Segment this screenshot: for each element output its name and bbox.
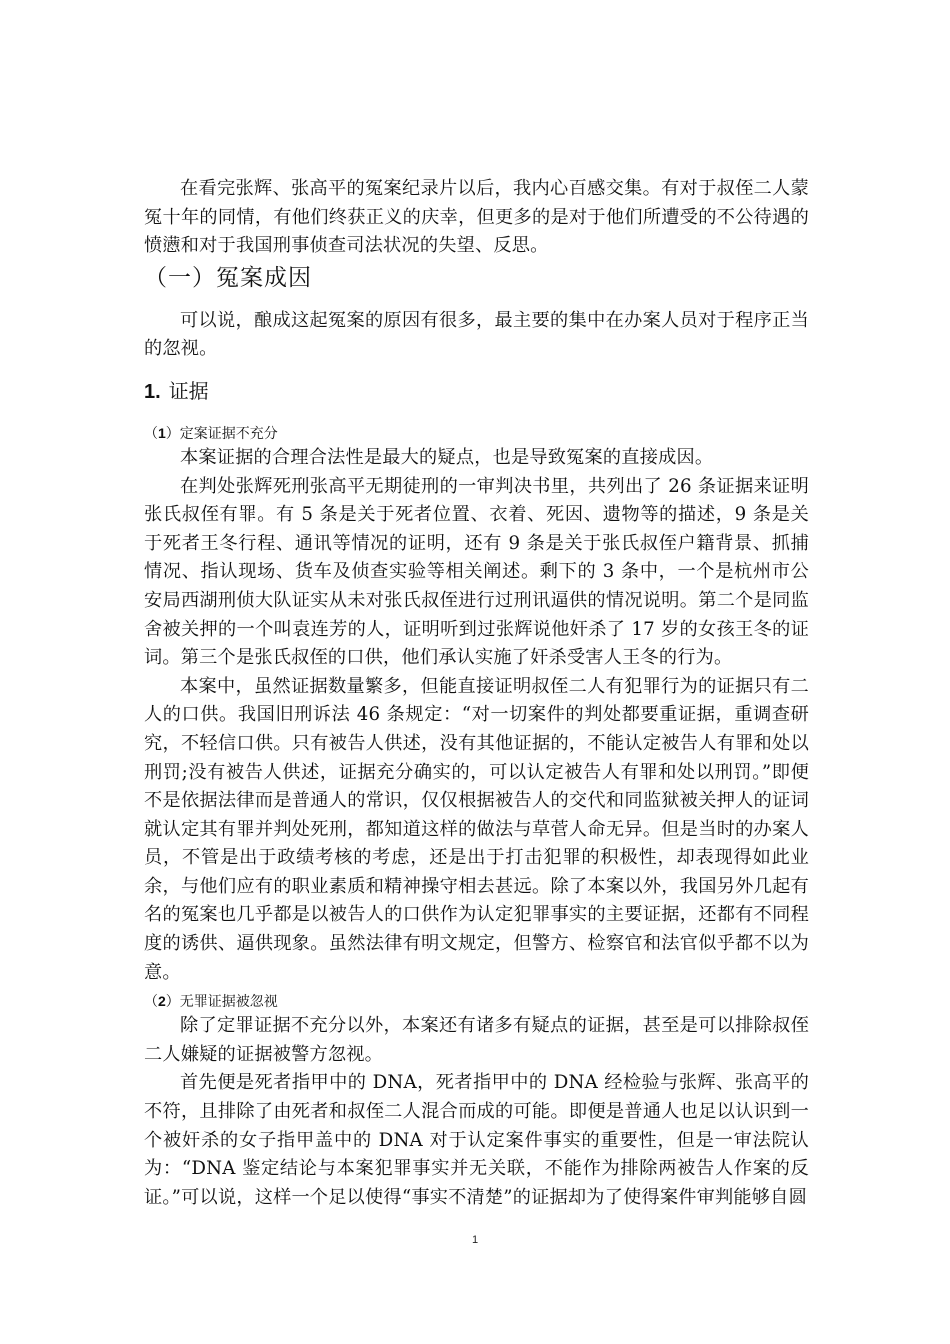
item-number: 2 xyxy=(158,993,166,1010)
body-paragraph: 在判处张辉死刑张高平无期徒刑的一审判决书里，共列出了 26 条证据来证明张氏叔侄有罪。有 5 条是关于死者位置、衣着、死因、遗物等的描述，9 条是关于死者王冬行程、通讯等情况的证明，还有 9 条是关于张氏叔侄户籍背景、抓捕情况、指认现场、货车及侦查实验等相关阐述。剩下的 3 条中，一个是杭州市公安局西湖刑侦大队证实从未对张氏叔侄进行过刑讯逼供的情况说明。第二个是同监舍被关押的一个叫袁连芳的人，证明听到过张辉说他奸杀了 17 岁的女孩王冬的证词。第三个是张氏叔侄的口供，他们承认实施了奸杀受害人王冬的行为。 xyxy=(144,475,809,669)
item-title: 无罪证据被忽视 xyxy=(179,994,278,1011)
item-title: 定案证据不充分 xyxy=(179,425,278,442)
item-open-paren: （ xyxy=(144,425,158,442)
body-paragraph: 除了定罪证据不充分以外，本案还有诸多有疑点的证据，甚至是可以排除叔侄二人嫌疑的证据被警方忽视。 xyxy=(144,1015,809,1065)
subsection-number: 1. xyxy=(144,380,161,403)
subsection-title: 证据 xyxy=(168,378,209,403)
section-heading-causes: （一）冤案成因 xyxy=(144,264,312,291)
subsection-heading-evidence xyxy=(144,378,809,405)
body-paragraph: 本案中，虽然证据数量繁多，但能直接证明叔侄二人有犯罪行为的证据只有二人的口供。我国旧刑诉法 46 条规定：“对一切案件的判处都要重证据，重调查研究，不轻信口供。只有被告人供述，没有其他证据的，不能认定被告人有罪和处以刑罚;没有被告人供述，证据充分确实的，可以认定被告人有罪和处以刑罚。”即便不是依据法律而是普通人的常识，仅仅根据被告人的交代和同监狱被关押人的证词就认定其有罪并判处死刑，都知道这样的做法与草菅人命无异。但是当时的办案人员，不管是出于政绩考核的考虑，还是出于打击犯罪的积极性，却表现得如此业余，与他们应有的职业素质和精神操守相去甚远。除了本案以外，我国另外几起有名的冤案也几乎都是以被告人的口供作为认定犯罪事实的主要证据，还都有不同程度的诱供、逼供现象。虽然法律有明文规定，但警方、检察官和法官似乎都不以为意。 xyxy=(144,675,809,983)
section-intro-paragraph: 可以说，酿成这起冤案的原因有很多，最主要的集中在办案人员对于程序正当的忽视。 xyxy=(144,309,809,360)
intro-paragraph: 在看完张辉、张高平的冤案纪录片以后，我内心百感交集。有对于叔侄二人蒙冤十年的同情，有他们终获正义的庆幸，但更多的是对于他们所遭受的不公待遇的愤懑和对于我国刑事侦查司法状况的失望、反思。 xyxy=(144,178,809,257)
body-paragraph: 本案证据的合理合法性是最大的疑点，也是导致冤案的直接成因。 xyxy=(180,446,714,468)
body-paragraph: 首先便是死者指甲中的 DNA，死者指甲中的 DNA 经检验与张辉、张高平的不符，且排除了由死者和叔侄二人混合而成的可能。即便是普通人也足以认识到一个被奸杀的女子指甲盖中的 DNA 对于认定案件事实的重要性，但是一审法院认为：“DNA 鉴定结论与本案犯罪事实并无关联，不能作为排除两被告人作案的反证。”可以说，这样一个足以使得“事实不清楚”的证据却为了使得案件审判能够自圆 xyxy=(144,1072,809,1208)
item-heading-insufficient-evidence xyxy=(144,423,809,444)
item-close-paren: ） xyxy=(165,994,180,1011)
item-open-paren: （ xyxy=(144,994,158,1011)
item-number: 1 xyxy=(158,424,166,441)
document-body xyxy=(144,175,809,1212)
page-number: 1 xyxy=(471,1234,479,1246)
item-close-paren: ） xyxy=(165,425,180,442)
item-heading-ignored-evidence xyxy=(144,991,809,1012)
